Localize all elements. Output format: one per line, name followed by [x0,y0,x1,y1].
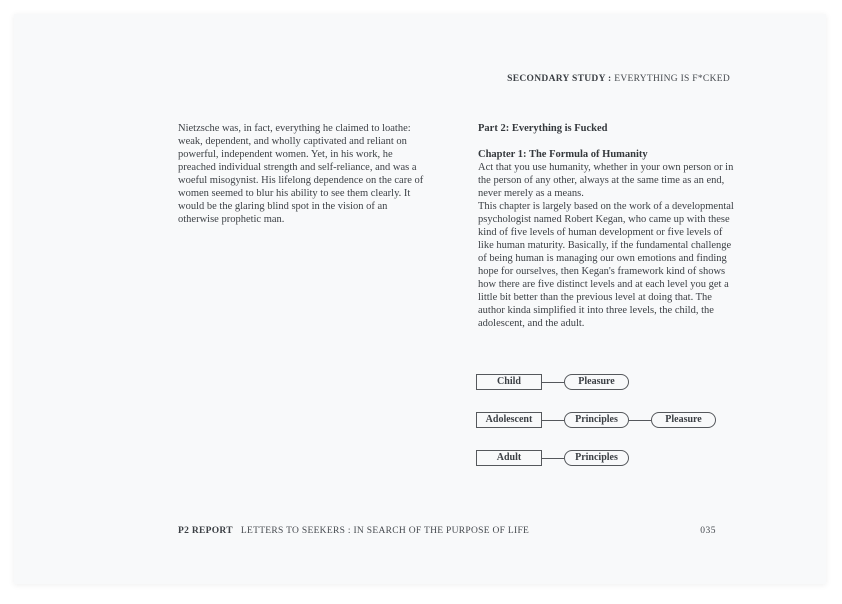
chapter-paragraph-1: Act that you use humanity, whether in your own person or in the person of any other, always at the same time as an end, never merely as a means. [478,162,734,199]
connector-line [542,382,564,383]
connector-line [542,420,564,421]
footer-running-line [178,526,730,536]
node-child-pleasure: Pleasure [564,374,629,390]
part-heading: Part 2: Everything is Fucked [478,123,608,134]
left-text-column [178,122,430,226]
chapter-paragraph-2: This chapter is largely based on the work of a developmental psychologist named Robert Kegan, who came up with these kind of five levels of human development or five levels of like human maturity. Basically, if the fundamental challenge of being human is managing our own emotions and finding hope for ourselves, then Kegan's framework kind of shows how there are five distinct levels and at each level you get a little bit better than the previous level at doing that. The author kinda simplified it into three levels, the child, the adolescent, and the adult. [478,201,734,329]
nietzsche-paragraph: Nietzsche was, in fact, everything he claimed to loathe: weak, dependent, and wholly captivated and reliant on powerful, independent women. Yet, in his work, he preached individual strength and self-reliance, and was a woeful misogynist. His lifelong dependence on the care of women seemed to blur his ability to see them clearly. It would be the glaring blind spot in the vision of an otherwise prophetic man. [178,123,424,225]
running-head-study-label: SECONDARY STUDY : [507,74,612,84]
running-head-book-title: EVERYTHING IS F*CKED [614,74,730,84]
chapter-heading: Chapter 1: The Formula of Humanity [478,149,648,160]
running-head [507,74,730,84]
node-adolescent: Adolescent [476,412,542,428]
connector-line [629,420,651,421]
diagram-row-child [476,374,716,390]
page-number: 035 [700,526,716,536]
node-adult-principles: Principles [564,450,629,466]
footer-report-label: P2 REPORT [178,526,233,536]
node-adolescent-pleasure: Pleasure [651,412,716,428]
document-page-sheet [14,14,826,584]
right-text-column [478,122,736,330]
node-adolescent-principles: Principles [564,412,629,428]
diagram-row-adult [476,450,716,466]
node-adult: Adult [476,450,542,466]
maturity-levels-diagram [476,374,716,488]
connector-line [542,458,564,459]
diagram-row-adolescent [476,412,716,428]
node-child: Child [476,374,542,390]
footer-book-title: LETTERS TO SEEKERS : IN SEARCH OF THE PURPOSE OF LIFE [240,526,530,536]
